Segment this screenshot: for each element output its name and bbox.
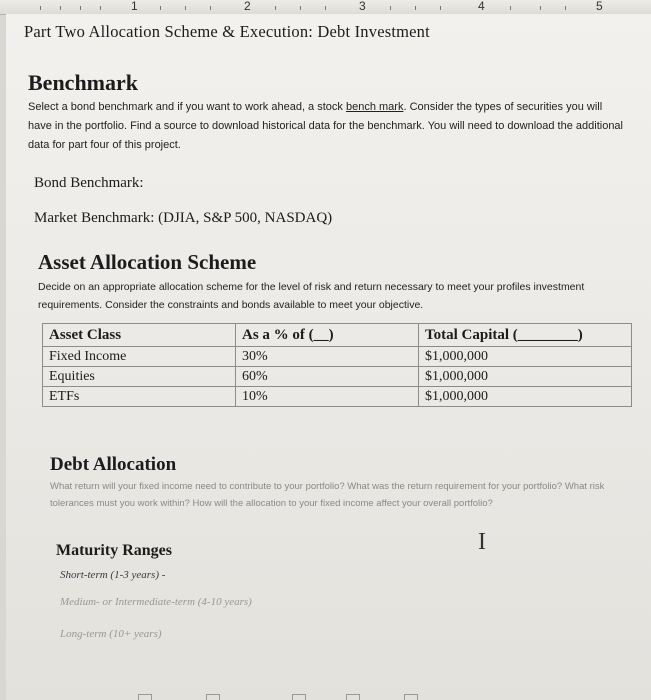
view-icon[interactable] [404, 694, 418, 700]
benchmark-link[interactable]: bench mark [345, 101, 404, 113]
table-header-row [43, 324, 632, 347]
table-cell[interactable]: 60% [236, 367, 419, 387]
table-cell[interactable]: Fixed Income [43, 347, 236, 367]
allocation-table [42, 323, 632, 407]
table-cell[interactable]: Equities [43, 367, 236, 387]
asset-allocation-instructions: Decide on an appropriate allocation scheme for the level of risk and return necessary to meet your profiles investment requirements. Consider the constraints and bonds available to meet your objective. [38, 281, 585, 311]
horizontal-ruler[interactable] [0, 0, 651, 15]
column-header[interactable]: Total Capital (________) [419, 324, 632, 347]
maturity-range-medium: Medium- or Intermediate-term (4-10 years) [60, 596, 252, 608]
ruler-mark-3: 3 [359, 0, 366, 13]
table-cell[interactable]: $1,000,000 [419, 347, 632, 367]
column-header[interactable]: As a % of (__) [236, 324, 419, 347]
table-row [43, 387, 632, 407]
ruler-mark-2: 2 [244, 0, 251, 13]
ruler-mark-1: 1 [131, 0, 138, 13]
market-benchmark-label: Market Benchmark: (DJIA, S&P 500, NASDAQ) [34, 210, 333, 226]
document-title: Part Two Allocation Scheme & Execution: Debt Investment [24, 22, 430, 41]
table-row [43, 347, 632, 367]
debt-allocation-heading: Debt Allocation [50, 454, 177, 475]
table-cell[interactable]: $1,000,000 [419, 367, 632, 387]
view-icon[interactable] [138, 694, 152, 700]
maturity-range-short: Short-term (1-3 years) - [60, 569, 166, 581]
table-cell[interactable]: 30% [236, 347, 419, 367]
document-page[interactable] [6, 14, 651, 700]
bond-benchmark-label: Bond Benchmark: [34, 175, 144, 191]
benchmark-instructions: Select a bond benchmark and if you want to work ahead, a stock bench mark. Consider the types of securities you will have in the portfolio. Find a source to download historical data for the benchmark. You will need to download the additional data for part four of this project. [28, 101, 623, 151]
ruler-mark-5: 5 [596, 0, 603, 13]
debt-allocation-instructions: What return will your fixed income need to contribute to your portfolio? What was the return requirement for your portfolio? What risk tolerances must you work within? How will the allocation to your fixed income affect your overall portfolio? [50, 481, 605, 509]
column-header[interactable]: Asset Class [43, 324, 236, 347]
maturity-ranges-heading: Maturity Ranges [56, 542, 172, 559]
view-icon[interactable] [292, 694, 306, 700]
asset-allocation-heading: Asset Allocation Scheme [38, 250, 257, 274]
table-cell[interactable]: 10% [236, 387, 419, 407]
table-row [43, 367, 632, 387]
table-cell[interactable]: $1,000,000 [419, 387, 632, 407]
table-cell[interactable]: ETFs [43, 387, 236, 407]
view-icon[interactable] [346, 694, 360, 700]
benchmark-heading: Benchmark [28, 70, 138, 95]
text-cursor-icon: I [478, 529, 486, 555]
view-icon[interactable] [206, 694, 220, 700]
ruler-mark-4: 4 [478, 0, 485, 13]
maturity-range-long: Long-term (10+ years) [60, 628, 162, 640]
